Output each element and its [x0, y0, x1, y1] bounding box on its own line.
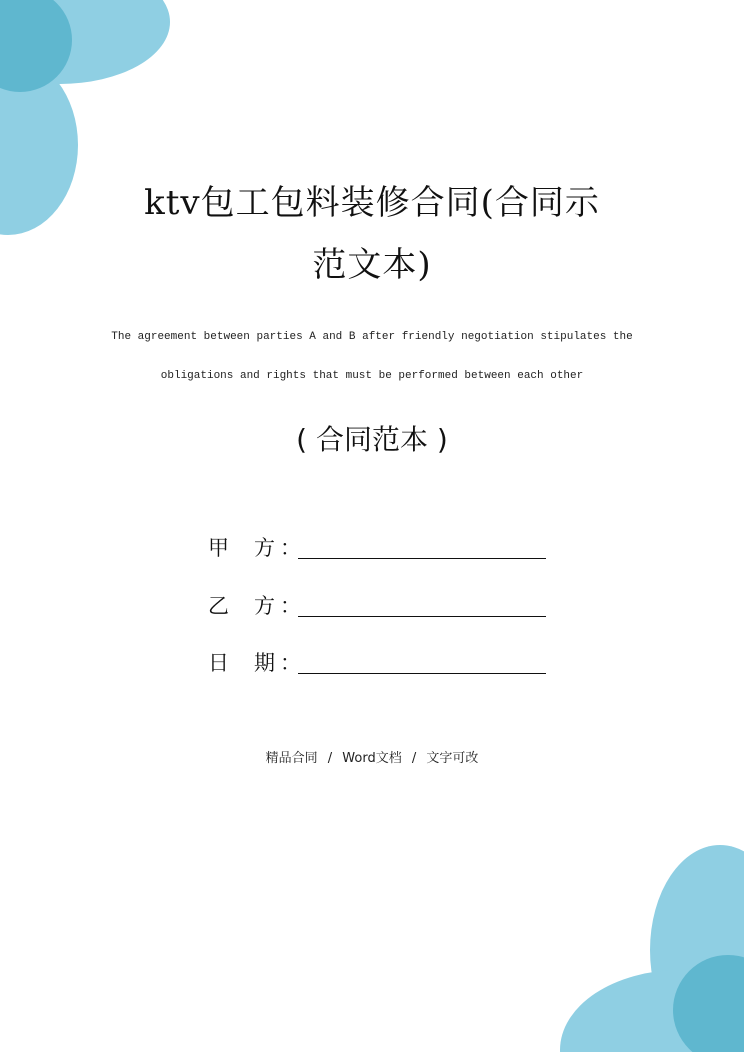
date-label-char2: 期	[254, 651, 275, 675]
date-colon: ：	[280, 651, 301, 675]
party-b-label-char2: 方	[254, 594, 275, 618]
contract-sample-label: ( 合同范本 )	[296, 423, 448, 456]
party-a-label	[208, 536, 275, 560]
party-b-label	[208, 594, 275, 618]
footer-part-2: Word文档	[342, 751, 402, 766]
party-a-fill-line[interactable]	[298, 558, 546, 559]
party-a-label-char2: 方	[254, 536, 275, 560]
party-b-fill-line[interactable]	[298, 616, 546, 617]
date-label-char1: 日	[208, 651, 229, 675]
party-a-colon: ：	[280, 536, 301, 560]
footer-separator-2: /	[411, 751, 417, 766]
party-b-field	[208, 596, 548, 626]
footer-part-1: 精品合同	[265, 751, 318, 766]
date-field	[208, 653, 548, 683]
subtitle-line-2: obligations and rights that must be performed between each other	[160, 370, 584, 382]
subtitle-line-1: The agreement between parties A and B after friendly negotiation stipulates the	[111, 331, 633, 343]
document-title-line-1: ktv包工包料装修合同(合同示	[144, 183, 600, 223]
bottom-right-decoration	[560, 845, 744, 1052]
party-b-label-char1: 乙	[208, 594, 229, 618]
party-b-colon: ：	[280, 594, 301, 618]
date-label	[208, 651, 275, 675]
document-title-line-2: 范文本)	[312, 245, 432, 285]
footer-separator-1: /	[327, 751, 333, 766]
party-a-label-char1: 甲	[208, 536, 229, 560]
party-a-field	[208, 538, 548, 568]
footer-part-3: 文字可改	[426, 751, 479, 766]
footer-tagline	[0, 752, 744, 765]
date-fill-line[interactable]	[298, 673, 546, 674]
